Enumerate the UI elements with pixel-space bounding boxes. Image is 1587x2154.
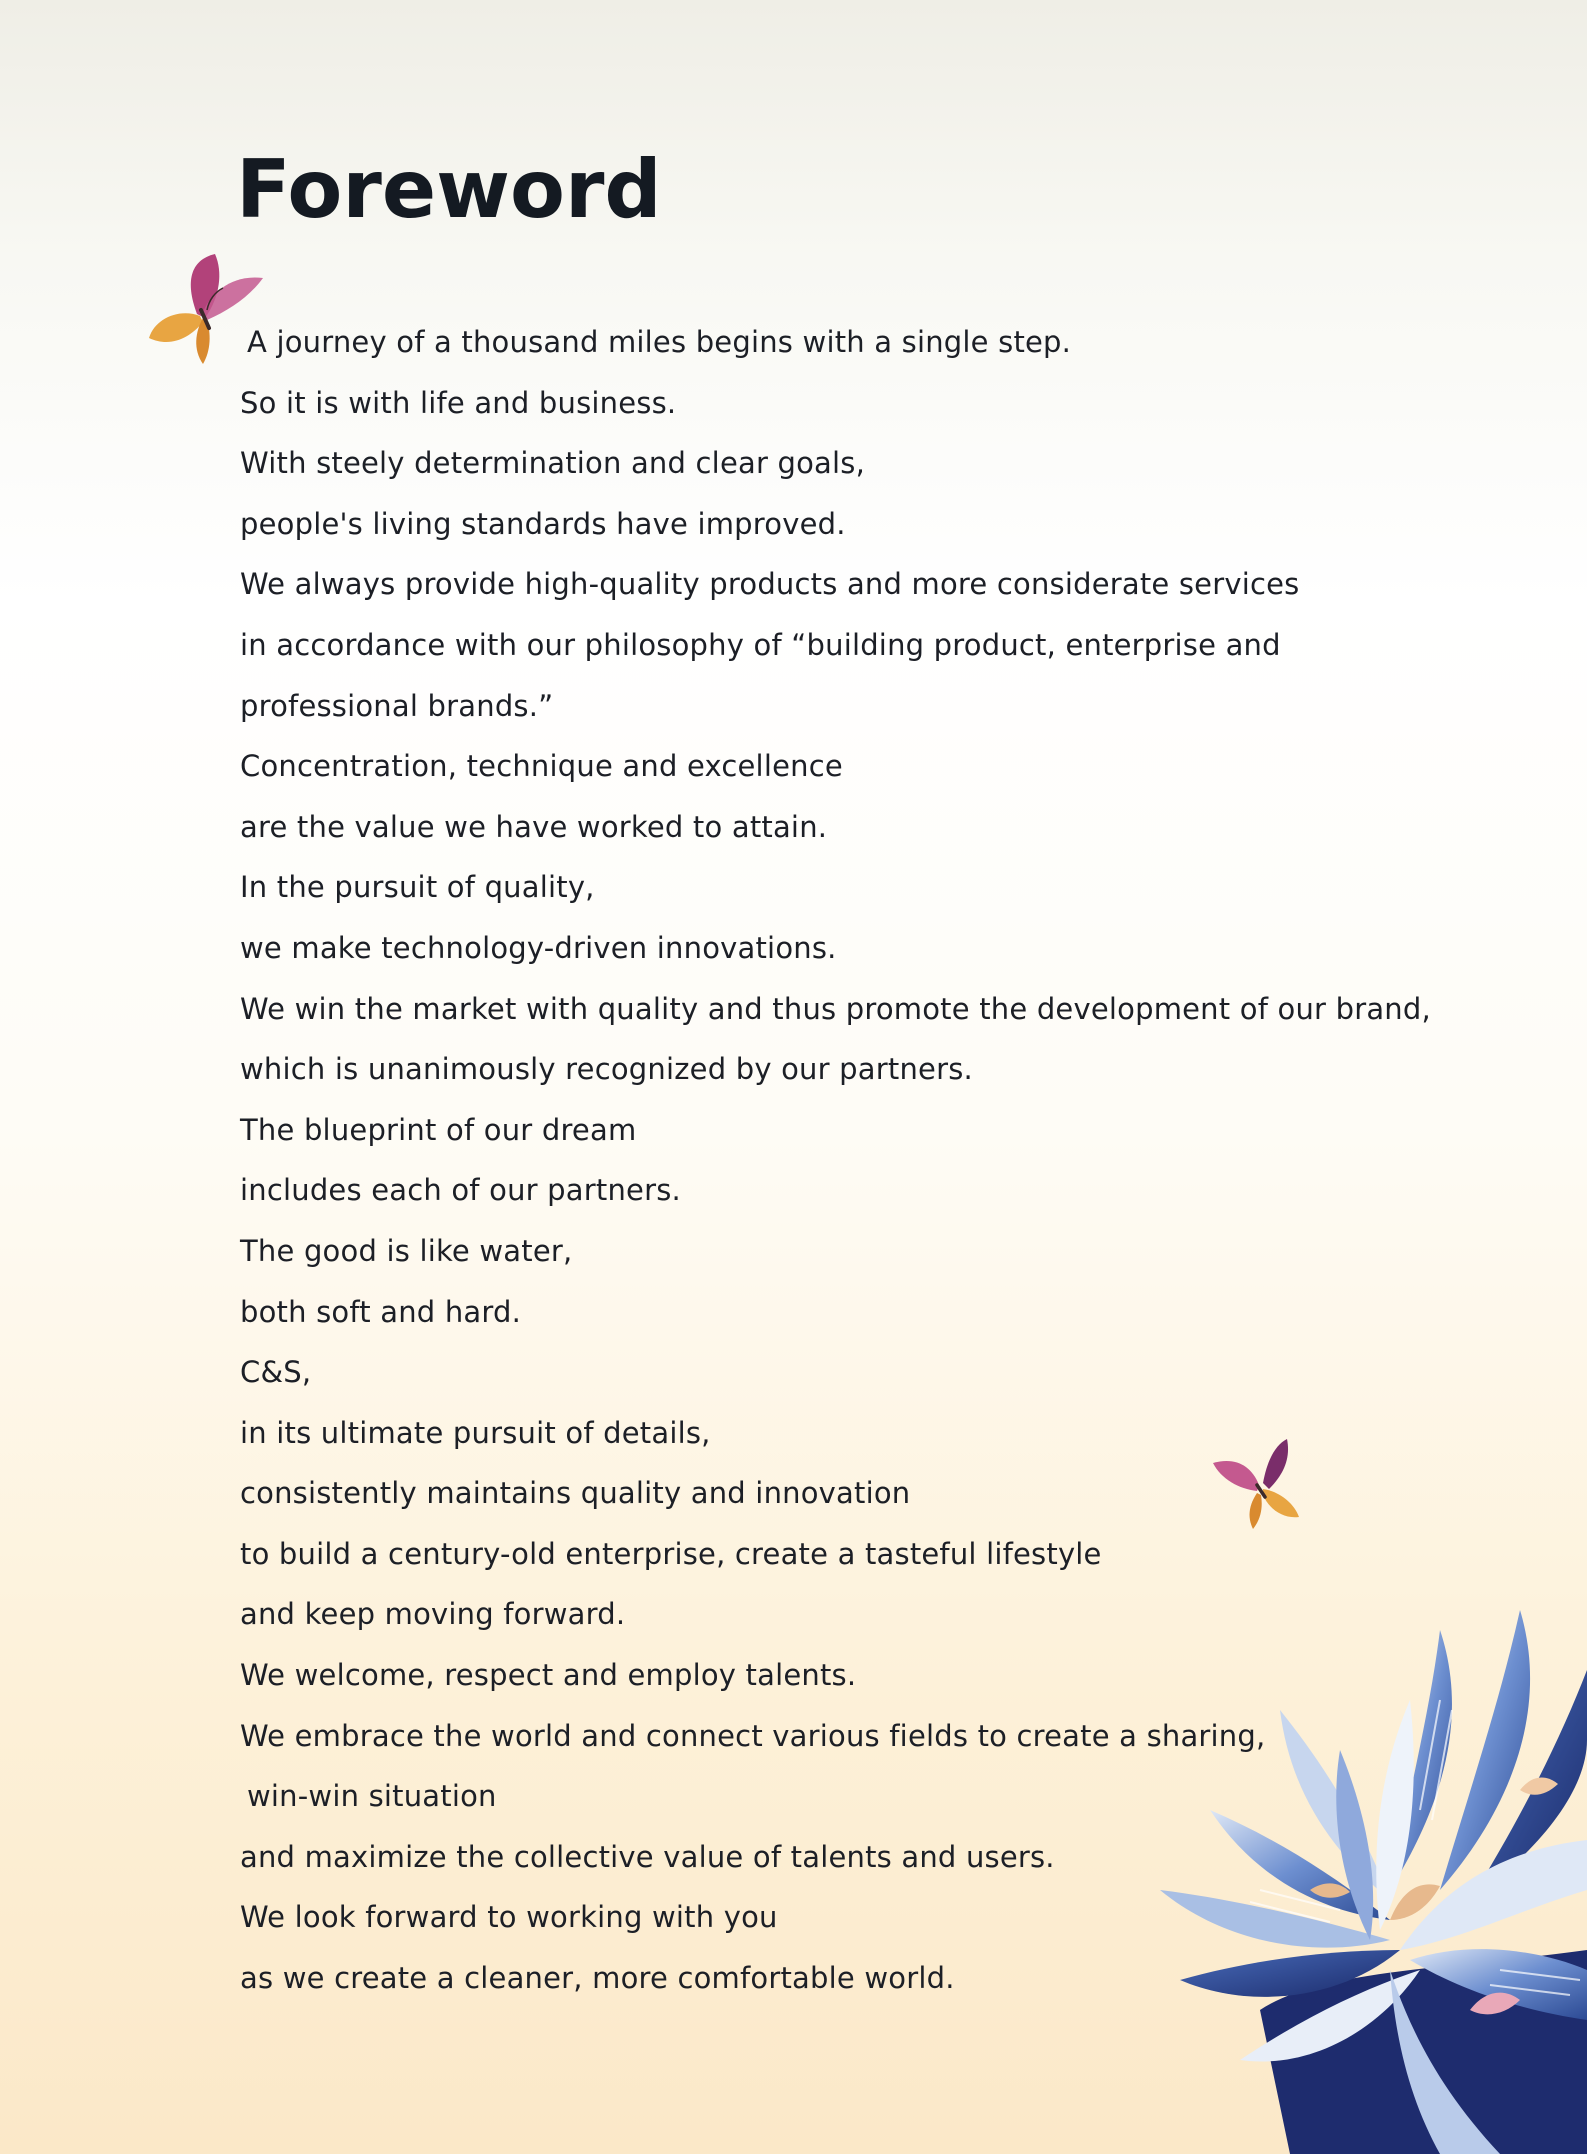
text-line: which is unanimously recognized by our partners. — [240, 1052, 973, 1087]
text-line: people's living standards have improved. — [240, 506, 846, 541]
text-line: We win the market with quality and thus promote the development of our brand, — [240, 991, 1431, 1026]
text-line: as we create a cleaner, more comfortable world. — [240, 1961, 955, 1996]
text-line: consistently maintains quality and innovation — [240, 1476, 911, 1511]
text-line: are the value we have worked to attain. — [240, 809, 828, 844]
text-line: In the pursuit of quality, — [240, 870, 595, 905]
text-line: With steely determination and clear goals, — [240, 446, 866, 481]
text-line: A journey of a thousand miles begins with a single step. — [247, 325, 1072, 359]
text-line: to build a century-old enterprise, create a tasteful lifestyle — [240, 1536, 1102, 1571]
text-line: both soft and hard. — [240, 1294, 522, 1329]
text-line: C&S, — [240, 1355, 312, 1390]
text-line: The blueprint of our dream — [240, 1112, 637, 1147]
text-line: and keep moving forward. — [240, 1597, 626, 1632]
text-line: professional brands.” — [240, 688, 554, 723]
blue-flower-illustration — [1140, 1590, 1587, 2154]
text-line: win-win situation — [247, 1779, 497, 1814]
text-line: We embrace the world and connect various fields to create a sharing, — [240, 1718, 1266, 1753]
text-line: includes each of our partners. — [240, 1173, 681, 1208]
text-line: We always provide high-quality products and more considerate services — [240, 567, 1300, 602]
text-line: The good is like water, — [240, 1233, 573, 1268]
text-line: we make technology-driven innovations. — [240, 930, 837, 965]
text-line: and maximize the collective value of talents and users. — [240, 1839, 1055, 1874]
text-line: So it is with life and business. — [240, 385, 677, 420]
text-line: in its ultimate pursuit of details, — [240, 1415, 711, 1450]
text-line: We welcome, respect and employ talents. — [240, 1658, 857, 1693]
text-line: Concentration, technique and excellence — [240, 749, 843, 784]
page-title: Foreword — [236, 143, 662, 236]
text-line: We look forward to working with you — [240, 1900, 778, 1935]
text-line: in accordance with our philosophy of “building product, enterprise and — [240, 627, 1281, 662]
